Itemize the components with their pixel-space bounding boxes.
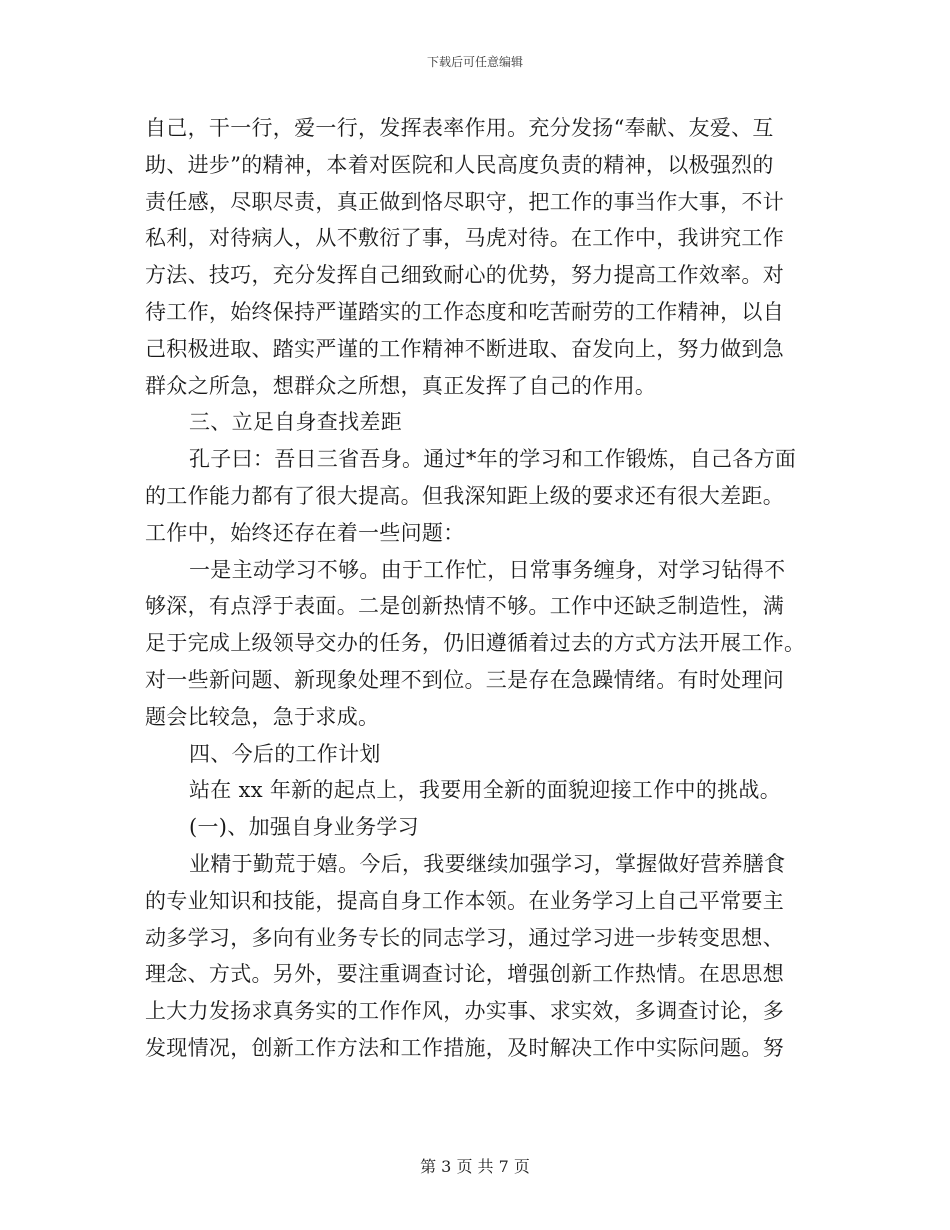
text-line: (一)、加强自身业务学习	[189, 815, 419, 840]
document-body	[145, 110, 810, 1067]
text-line: 己积极进取、踏实严谨的工作精神不断进取、奋发向上，努力做到急	[145, 336, 784, 361]
text-line: 助、进步”的精神，本着对医院和人民高度负责的精神，以极强烈的	[145, 152, 774, 177]
text-line: 题会比较急，急于求成。	[145, 704, 380, 729]
text-line: 够深，有点浮于表面。二是创新热情不够。工作中还缺乏制造性，满	[145, 594, 784, 619]
text-line: 四、今后的工作计划	[189, 741, 381, 766]
text-line: 业精于勤荒于嬉。今后，我要继续加强学习，掌握做好营养膳食	[189, 851, 786, 876]
text-line: 孔子曰：吾日三省吾身。通过*年的学习和工作锻炼，自己各方面	[189, 447, 797, 472]
text-line: 自己，干一行，爱一行，发挥表率作用。充分发扬“奉献、友爱、互	[145, 116, 774, 140]
text-line: 动多学习，多向有业务专长的同志学习，通过学习进一步转变思想、	[145, 925, 784, 950]
text-line: 足于完成上级领导交办的任务，仍旧遵循着过去的方式方法开展工作。	[145, 631, 806, 656]
text-line: 责任感，尽职尽责，真正做到恪尽职守，把工作的事当作大事，不计	[145, 189, 784, 214]
page-header: 下载后可任意编辑	[426, 55, 523, 69]
text-line: 的工作能力都有了很大提高。但我深知距上级的要求还有很大差距。	[145, 483, 784, 508]
text-line: 私利，对待病人，从不敷衍了事，马虎对待。在工作中，我讲究工作	[145, 226, 784, 251]
text-line: 待工作，始终保持严谨踏实的工作态度和吃苦耐劳的工作精神，以自	[145, 299, 784, 324]
text-line: 三、立足自身查找差距	[189, 410, 402, 435]
text-line: 发现情况，创新工作方法和工作措施，及时解决工作中实际问题。努	[145, 1035, 784, 1060]
text-line: 一是主动学习不够。由于工作忙，日常事务缠身，对学习钻得不	[189, 557, 786, 582]
text-line: 的专业知识和技能，提高自身工作本领。在业务学习上自己平常要主	[145, 888, 784, 913]
text-line: 方法、技巧，充分发挥自己细致耐心的优势，努力提高工作效率。对	[145, 263, 784, 288]
text-line: 理念、方式。另外，要注重调查讨论，增强创新工作热情。在思思想	[145, 962, 784, 987]
text-line: 工作中，始终还存在着一些问题：	[145, 520, 465, 545]
text-line: 群众之所急，想群众之所想，真正发挥了自己的作用。	[145, 373, 657, 398]
page-footer: 第 3 页 共 7 页	[420, 1157, 530, 1176]
text-line: 对一些新问题、新现象处理不到位。三是存在急躁情绪。有时处理问	[145, 667, 784, 692]
text-line: 站在 xx 年新的起点上，我要用全新的面貌迎接工作中的挑战。	[189, 778, 782, 803]
text-line: 上大力发扬求真务实的工作作风，办实事、求实效，多调查讨论，多	[145, 999, 784, 1024]
